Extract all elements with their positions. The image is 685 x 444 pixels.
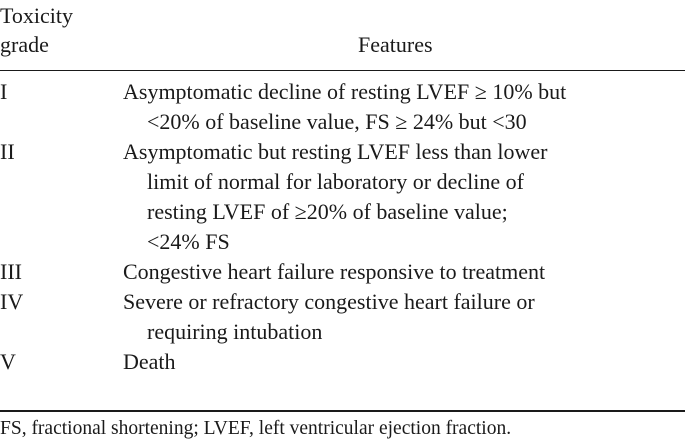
table-footnote: FS, fractional shortening; LVEF, left ventricular ejection fraction. [0,418,512,439]
grade-cell: V [0,349,16,374]
header-toxicity-grade [0,1,73,59]
features-cell [123,137,685,257]
table-row [0,347,685,377]
features-line: resting LVEF of ≥20% of baseline value; [147,199,508,224]
table-row [0,137,685,257]
header-features: Features [358,32,433,57]
header-grade-line1: Toxicity [0,3,74,28]
table-bottom-rule [0,410,685,412]
features-cell [123,257,685,287]
features-line: Congestive heart failure responsive to treatment [123,259,546,284]
features-cell [123,287,685,347]
table-row [0,77,685,137]
features-line: requiring intubation [147,319,323,344]
features-cell [123,77,685,137]
table-header [0,0,685,68]
features-line: Asymptomatic decline of resting LVEF ≥ 10% but [123,79,567,104]
features-line: Death [123,349,176,374]
grade-cell: II [0,139,15,164]
table-row [0,287,685,347]
features-line: Severe or refractory congestive heart failure or [123,289,535,314]
features-line: Asymptomatic but resting LVEF less than lower [123,139,548,164]
features-line: <24% FS [147,229,230,254]
grade-cell: IV [0,289,24,314]
header-divider [0,70,685,71]
features-line: <20% of baseline value, FS ≥ 24% but <30 [147,109,527,134]
grade-cell: I [0,79,8,104]
header-grade-line2: grade [0,32,49,57]
table-row [0,257,685,287]
table-body [0,77,685,377]
features-line: limit of normal for laboratory or decline of [147,169,524,194]
features-cell [123,347,685,377]
grade-cell: III [0,259,22,284]
